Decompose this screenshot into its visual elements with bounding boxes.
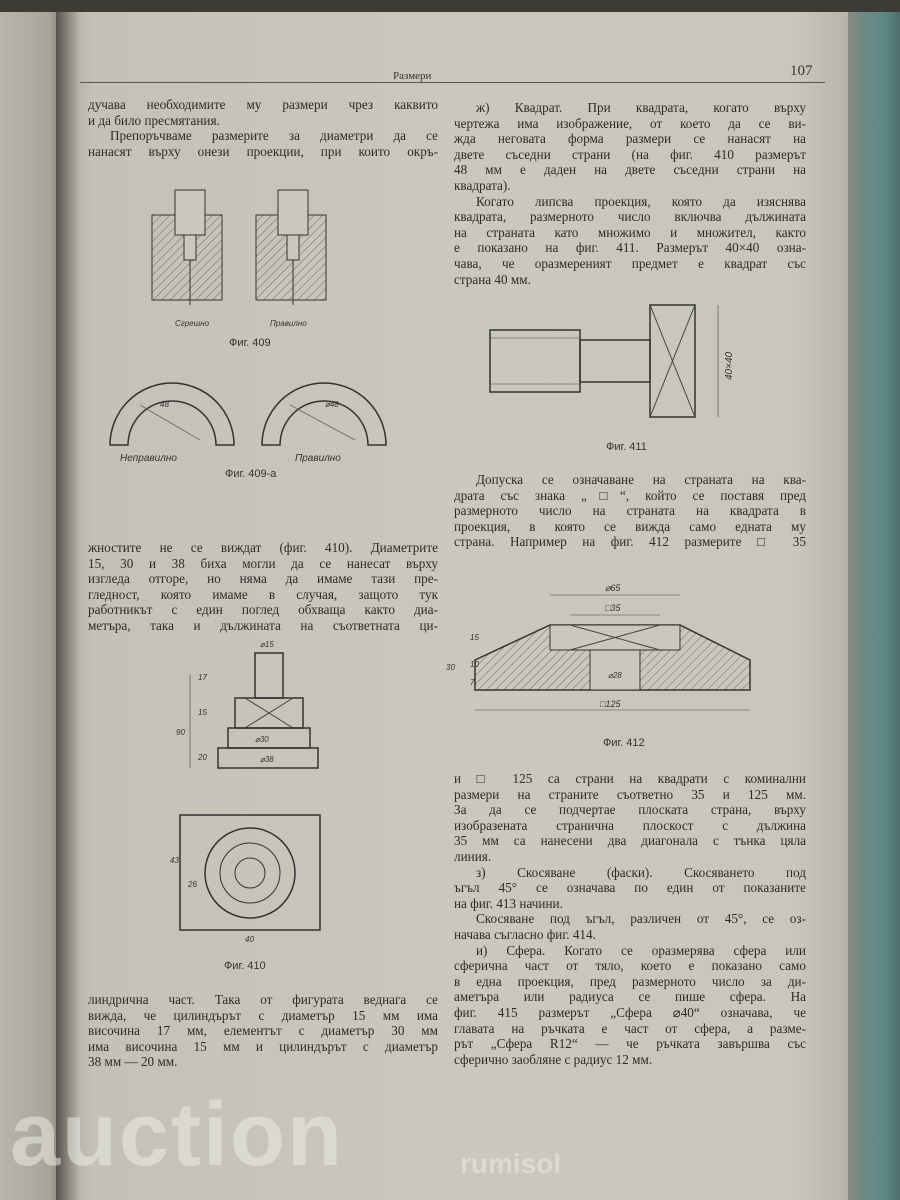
text-line: работникът с един поглед обхваща както диа- [88,602,438,618]
text-line: нанасят върху онези проекции, при които окръ- [88,143,438,159]
left-top-text [88,97,438,159]
text-line: Препоръчваме размерите за диаметри да се [110,128,438,144]
text-line: Когато липсва проекция, която да изяснява [476,193,806,209]
text-line: страна 40 мм. [454,271,531,287]
text-line: сферично заобляне с радиус 12 мм. [454,1051,653,1067]
text-line: проекция, в която се вижда само едната му [454,518,806,534]
dim-label: 40 [245,935,254,944]
text-line: изобразената странична плоскост с дължина [454,817,806,833]
dim-label: ⌀15 [260,640,274,649]
watermark-user: rumisol [460,1148,562,1179]
dim-label: 43 [170,856,179,865]
figure-410 [170,635,320,955]
figure-409a [100,365,400,465]
figure-411 [490,300,750,430]
caption-fig-409a: Фиг. 409-а [225,468,277,480]
text-line: и) Сфера. Когато се оразмерява сфера или [476,942,806,958]
book-spine [56,0,78,1200]
right-text-3 [454,472,806,550]
text-line: главата на ръчката е част от сфера, а разме- [454,1020,806,1036]
text-line: ъгъл 45° се означава по един от показаните [454,880,806,896]
left-middle-text [88,540,438,634]
dim-label: 30 [446,663,455,672]
background [0,0,900,12]
text-line: фиг. 415 размерът „Сфера ⌀40“ означава, че [454,1004,806,1020]
dim-label: □35 [605,603,621,613]
dim-label: 90 [176,728,185,737]
text-line: на фиг. 413 начини. [454,895,563,911]
book-cover-binding [848,0,900,1200]
text-line: жда неговата форма размери се нанасят на [454,131,806,147]
caption-fig-410: Фиг. 410 [224,960,266,972]
dim-label: 17 [198,673,207,682]
dim-label: 26 [188,880,197,889]
text-line: з) Скосяване (фаски). Скосяването под [476,864,806,880]
text-line: дучава необходимите му размери чрез каквито [88,97,438,112]
text-line: квадрата). [454,177,511,193]
text-line: има височина 15 мм и цилиндърът с диаметър [88,1038,438,1054]
page-number: 107 [790,63,813,79]
text-line: чава, че оразмереният предмет е квадрат със [454,255,806,271]
dim-label: 40×40 [724,351,735,380]
text-line: размери на страните съответно 35 и 125 мм. [454,786,806,802]
text-line: метъра, така и дължината на съответната ци- [88,617,438,633]
dim-label: 15 [198,708,207,717]
text-line: начава съгласно фиг. 414. [454,926,596,942]
dim-label: ⌀28 [608,671,622,680]
caption-fig-409: Фиг. 409 [229,337,271,349]
watermark-brand: auction [10,1085,345,1185]
label-right: Правилно [270,319,307,328]
dim-label: ⌀65 [605,583,621,593]
figure-412 [440,575,770,725]
text-line: Скосяване под ъгъл, различен от 45°, се оз- [476,911,806,927]
text-line: рът „Сфера R12“ — че ръчката завършва със [454,1036,806,1052]
dim-label: 7 [470,678,475,687]
text-line: линдрична част. Така от фигурата веднага се [88,992,438,1007]
dim-label: ⌀38 [260,755,274,764]
figure-409 [140,160,340,335]
caption-fig-412: Фиг. 412 [603,737,645,749]
caption-fig-411: Фиг. 411 [606,441,647,453]
text-line: линия. [454,848,492,864]
dim-label: 15 [470,633,479,642]
text-line: квадрата, размерното число включва дължината [454,209,806,225]
text-line: Допуска се означаване на страната на ква- [476,472,806,487]
dim-label: 10 [470,660,479,669]
text-line: в една проекция, пред размерното число за ди- [454,973,806,989]
text-line: гледност, която имаме в случая, защото тук [88,586,438,602]
text-line: аметъра или радиуса се пише сфера. На [454,989,806,1005]
text-line: чертежа има изображение, от което да се ви- [454,115,806,131]
text-line: размерното число на страната на квадрата в [454,503,806,519]
text-line: изгледа отгоре, но няма да имаме тази пре- [88,571,438,587]
dim-label: 48 [160,400,169,409]
running-header: Размери [393,70,432,82]
text-line: 38 мм — 20 мм. [88,1054,178,1070]
dim-label: 20 [198,753,207,762]
header-rule [80,82,825,83]
text-line: вижда, че цилиндърът с диаметър 15 мм има [88,1007,438,1023]
label-right: Правилно [295,453,341,464]
text-line: страна. Например на фиг. 412 размерите □ 35 [454,534,806,550]
text-line: драта със знака „□“, който се поставя пред [454,487,806,503]
text-line: жностите не се виждат (фиг. 410). Диаметрите [88,540,438,555]
text-line: е показано на фиг. 411. Размерът 40×40 озна- [454,240,806,256]
dim-label: ⌀30 [255,735,269,744]
text-line: 35 мм са нанесени два диагонала с тънка цяла [454,833,806,849]
text-line: височина 17 мм, елементът с диаметър 30 мм [88,1023,438,1039]
right-text-4 [454,771,806,1067]
label-wrong: Неправилно [120,453,177,464]
text-line: За да се подчертае плоската страна, върху [454,802,806,818]
text-line: двете съседни страни (на фиг. 410 размерът [454,146,806,162]
text-line: 48 мм е даден на двете съседни страни на [454,162,806,178]
left-bottom-text [88,992,438,1070]
dim-label: □125 [600,699,621,709]
text-line: и □ 125 са страни на квадрати с коминални [454,771,806,786]
text-line: сферична част от тяло, което е показано само [454,958,806,974]
text-line: на страната като множимо и множител, както [454,224,806,240]
dim-label: ⌀48 [325,400,339,409]
text-line: 15, 30 и 38 биха могли да се нанесат върху [88,555,438,571]
label-wrong: Cгрешно [175,319,210,328]
text-line: ж) Квадрат. При квадрата, когато върху [476,100,806,115]
text-line: и да било пресмятания. [88,112,220,128]
right-text-1 [454,100,806,287]
